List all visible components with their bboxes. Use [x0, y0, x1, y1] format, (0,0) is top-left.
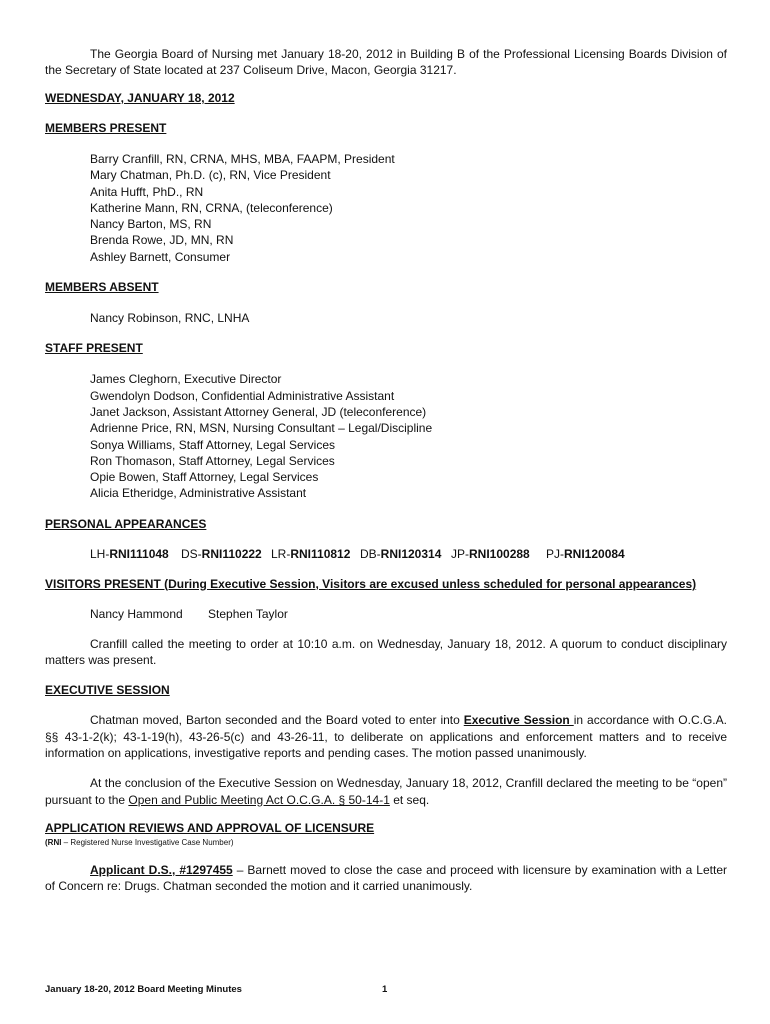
appearance-item: PJ-RNI120084: [546, 546, 625, 561]
list-item: Anita Hufft, PhD., RN: [90, 184, 204, 199]
members-absent-heading: MEMBERS ABSENT: [45, 280, 159, 295]
list-item: Brenda Rowe, JD, MN, RN: [90, 233, 234, 248]
executive-session-term: Executive Session: [463, 713, 574, 728]
members-present-list: [45, 151, 727, 265]
footer-title: January 18-20, 2012 Board Meeting Minutes: [45, 984, 242, 995]
page-footer: [45, 984, 727, 995]
list-item: Barry Cranfill, RN, CRNA, MHS, MBA, FAAPM, President: [90, 152, 395, 166]
personal-appearances-heading: PERSONAL APPEARANCES: [45, 516, 207, 531]
list-item: Sonya Williams, Staff Attorney, Legal Services: [90, 437, 335, 452]
executive-session-paragraph: Chatman moved, Barton seconded and the Board voted to enter into Executive Session in accordance with O.C.G.A. §§ 43-1-2(k); 43-1-19(h), 43-26-5(c) and 43-26-11, to deliberate on applications and enforcement matters and to receive information on applications, investigative reports and pending cases. The motion passed unanimously.: [45, 713, 727, 760]
page-number: 1: [382, 984, 388, 995]
members-present-heading: MEMBERS PRESENT: [45, 121, 167, 135]
date-heading: WEDNESDAY, JANUARY 18, 2012: [45, 91, 235, 105]
list-item: Adrienne Price, RN, MSN, Nursing Consultant – Legal/Discipline: [90, 421, 433, 436]
list-item: Mary Chatman, Ph.D. (c), RN, Vice President: [90, 168, 331, 183]
open-meeting-act: Open and Public Meeting Act O.C.G.A. § 50-14-1: [128, 792, 390, 807]
applicant-label: Applicant D.S., #1297455: [90, 862, 233, 877]
executive-session-heading: EXECUTIVE SESSION: [45, 683, 170, 698]
application-reviews-heading: APPLICATION REVIEWS AND APPROVAL OF LICENSURE: [45, 820, 375, 835]
appearance-item: DS-RNI110222: [181, 546, 262, 561]
list-item: Alicia Etheridge, Administrative Assistant: [90, 486, 307, 501]
call-to-order: Cranfill called the meeting to order at 10:10 a.m. on Wednesday, January 18, 2012. A quorum to conduct disciplinary matters was present.: [45, 636, 727, 668]
visitors-heading: VISITORS PRESENT (During Executive Session, Visitors are excused unless scheduled for personal appearances): [45, 576, 697, 591]
applicant-paragraph: Applicant D.S., #1297455 – Barnett moved to close the case and proceed with licensure by examination with a Letter of Concern re: Drugs. Chatman seconded the motion and it carried unanimously.: [45, 862, 727, 894]
rni-note: (RNI – Registered Nurse Investigative Case Number): [45, 837, 234, 847]
appearance-item: DB-RNI120314: [360, 546, 442, 561]
list-item: Nancy Robinson, RNC, LNHA: [90, 311, 250, 326]
list-item: Opie Bowen, Staff Attorney, Legal Services: [90, 470, 319, 485]
minutes-page: [45, 46, 727, 894]
appearance-item: LR-RNI110812: [271, 546, 351, 561]
members-absent-list: [45, 310, 727, 326]
intro-paragraph: The Georgia Board of Nursing met January 18-20, 2012 in Building B of the Professional Licensing Boards Division of the Secretary of State located at 237 Coliseum Drive, Macon, Georgia 31217.: [45, 47, 727, 77]
list-item: Nancy Barton, MS, RN: [90, 217, 212, 232]
appearance-codes: [45, 546, 727, 562]
list-item: Ashley Barnett, Consumer: [90, 249, 231, 264]
list-item: Katherine Mann, RN, CRNA, (teleconference): [90, 200, 333, 215]
staff-present-heading: STAFF PRESENT: [45, 341, 143, 356]
staff-present-list: [45, 371, 727, 501]
list-item: James Cleghorn, Executive Director: [90, 372, 282, 387]
visitors-list: [45, 606, 727, 622]
appearance-item: LH-RNI111048: [90, 546, 169, 561]
appearance-item: JP-RNI100288: [451, 546, 530, 561]
list-item: Janet Jackson, Assistant Attorney General, JD (teleconference): [90, 404, 427, 419]
open-meeting-paragraph: At the conclusion of the Executive Session on Wednesday, January 18, 2012, Cranfill declared the meeting to be “open” pursuant to the Open and Public Meeting Act O.C.G.A. § 50-14-1 et seq.: [45, 776, 727, 807]
visitor-name: Stephen Taylor: [208, 606, 288, 621]
visitor-name: Nancy Hammond: [90, 606, 183, 621]
list-item: Ron Thomason, Staff Attorney, Legal Services: [90, 453, 335, 468]
list-item: Gwendolyn Dodson, Confidential Administrative Assistant: [90, 388, 395, 403]
